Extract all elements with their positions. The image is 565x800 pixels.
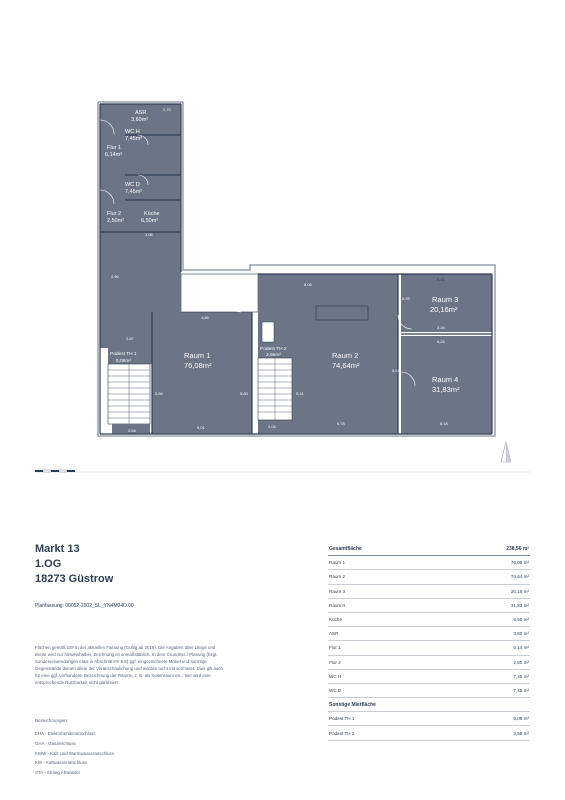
area-table-row — [328, 726, 530, 740]
dimension-label: 3,06 — [145, 232, 153, 237]
raum1-fill — [152, 312, 252, 434]
room-raum2-name: Raum 2 — [332, 351, 359, 360]
room-wcd-area: 7,45m² — [125, 189, 143, 195]
area-table-row — [328, 627, 530, 641]
area-row-value: 74,64 m² — [510, 574, 529, 580]
room-raum1-name: Raum 1 — [184, 351, 211, 360]
dimension-label: 6,78 — [337, 421, 345, 426]
area-row-label: Raum 2 — [329, 574, 346, 580]
area-row-value: 6,50 m² — [513, 617, 529, 623]
legend-title: Bezeichnungen: — [35, 718, 68, 723]
room-raum3-name: Raum 3 — [432, 295, 459, 304]
area-row-label: Raum 1 — [329, 560, 346, 566]
area-table-row — [328, 556, 530, 570]
area-row-label: WC H — [329, 673, 342, 679]
area-table-row — [328, 641, 530, 655]
dimension-label: 2,87 — [126, 336, 134, 341]
room-wch-name: WC H — [125, 129, 140, 135]
room-podest1-area: 5,08m² — [116, 359, 131, 364]
room-flur1-name: Flur 1 — [107, 145, 122, 151]
area-row-label: Flur 2 — [329, 659, 341, 665]
area-row-label: Podest TH 2 — [329, 730, 355, 736]
area-table-row — [328, 670, 530, 684]
stairs2-top — [262, 322, 274, 342]
area-row-value: 76,08 m² — [510, 560, 529, 566]
legend-item: STA - Strang Abwasser — [35, 770, 81, 776]
room-flur1-area: 6,14m² — [105, 152, 123, 158]
dimension-label: 2,54 — [128, 428, 136, 433]
area-table — [328, 542, 530, 741]
dimension-label: 5,41 — [437, 277, 445, 282]
dimension-label: 2,84 — [155, 391, 163, 396]
dimension-label: 6,93 — [402, 296, 410, 301]
dimension-label: 2,70 — [163, 107, 171, 112]
area-row-label: Flur 1 — [329, 645, 341, 651]
room-flur2-name: Flur 2 — [107, 211, 122, 217]
area-row-value: 3,60 m² — [513, 631, 529, 637]
north-arrow-icon — [501, 442, 511, 462]
room-raum4-name: Raum 4 — [432, 375, 459, 384]
room-raum3-area: 20,16m² — [430, 305, 458, 314]
room-kueche-name: Küche — [144, 211, 160, 217]
dimension-label: 5,51 — [392, 368, 400, 373]
dimension-label: 5,80 — [240, 391, 248, 396]
room-podest1-name: Podest TH 1 — [110, 352, 137, 357]
dimension-label: 2,96 — [111, 274, 119, 279]
dimension-label: 6,01 — [197, 425, 205, 430]
area-row-value: 7,45 m² — [513, 673, 529, 679]
room-podest2-area: 2,58m² — [266, 353, 281, 358]
area-row-label: Podest TH 1 — [329, 716, 355, 722]
legend-item: KW - Kaltwasseranschluss — [35, 760, 87, 766]
legend-list — [35, 729, 114, 778]
room-podest2-name: Podest TH 2 — [260, 347, 287, 352]
area-table-subheader — [328, 698, 530, 712]
area-row-label: Raum 3 — [329, 588, 346, 594]
area-row-value: 20,16 m² — [510, 588, 529, 594]
area-table-subheader-label: Sonstige Mietfläche — [329, 701, 376, 708]
area-table-row — [328, 585, 530, 599]
area-row-label: Küche — [329, 617, 343, 623]
dimension-label: 8,06 — [304, 282, 312, 287]
legend-item: EHA - Elektrohendenanschluss — [35, 731, 96, 736]
area-table-row — [328, 599, 530, 613]
property-title-block — [35, 542, 215, 587]
area-table-header-value: 238,56 m² — [506, 545, 529, 552]
area-description: Flächen gemäß GIF in der aktuellen Fassung (Gültig ab 2019). Die Angaben über Länge und Breite wird nur hinweishalber, Zeichnung ist unmaßstäblich. In dem Grundriss / Planung (bzgl. Sonderverwendungen etwa in Abschnitt HV 8.8) ggf. eingezeichnete Möbel und sonstige Gegenstände dienen allein der Veranschaulichung und werden nicht mit vermietet. Dies gilt auch für eine ggf. vorhandene Bezeichnung der Räume, z. B. als Seitenraum etc., hier wird eine entsprechende Nutzbarkeit nicht garantiert. — [35, 645, 223, 685]
property-address: 18273 Güstrow — [35, 573, 114, 585]
room-raum2-area: 74,64m² — [332, 361, 360, 370]
area-row-value: 2,58 m² — [513, 730, 529, 736]
area-table-header-label: Gesamtfläche — [329, 545, 362, 552]
dimension-label: 3,24 — [437, 325, 445, 330]
raum1-upper-fill — [181, 274, 258, 312]
plan-reference: Planfassung: 00052-2002_SL_YN4M04D.00 — [35, 603, 134, 609]
area-row-label: WC D — [329, 687, 342, 693]
area-row-value: 31,83 m² — [510, 602, 529, 608]
scale-bar — [35, 470, 530, 472]
dimension-label: 6,24 — [437, 339, 445, 344]
corridor-fill — [100, 312, 152, 348]
room-asr-area: 3,60m² — [131, 117, 149, 123]
area-table-row — [328, 684, 530, 698]
dimension-label: 5,41 — [296, 391, 304, 396]
dimension-label: 4,85 — [201, 315, 209, 320]
legend-item: GHA - Gasanschluss — [35, 740, 76, 746]
area-row-value: 6,14 m² — [513, 645, 529, 651]
room-raum4-area: 31,83m² — [432, 385, 460, 394]
room-asr-name: ASR — [135, 110, 147, 116]
area-row-value: 2,50 m² — [513, 659, 529, 665]
area-table-header — [328, 542, 530, 556]
dimension-label: 5,18 — [440, 421, 448, 426]
room-flur2-area: 2,50m² — [107, 218, 125, 224]
dimension-label: 2,04 — [268, 424, 276, 429]
area-row-value: 7,45 m² — [513, 687, 529, 693]
room-wch-area: 7,45m² — [125, 136, 143, 142]
area-row-label: Raum 4 — [329, 602, 346, 608]
area-table-row — [328, 712, 530, 726]
area-table-row — [328, 570, 530, 584]
floor-label: 1.OG — [35, 558, 62, 570]
room-wcd-name: WC D — [125, 182, 140, 188]
area-table-row — [328, 656, 530, 670]
area-row-value: 5,08 m² — [513, 716, 529, 722]
area-row-label: ASR — [329, 631, 339, 637]
legend-item: KWW - Kalt- und Warmwasseranschluss — [35, 750, 114, 756]
area-table-row — [328, 613, 530, 627]
property-name: Markt 13 — [35, 543, 80, 555]
room-kueche-area: 6,50m² — [141, 218, 159, 224]
room-raum1-area: 76,08m² — [184, 361, 212, 370]
